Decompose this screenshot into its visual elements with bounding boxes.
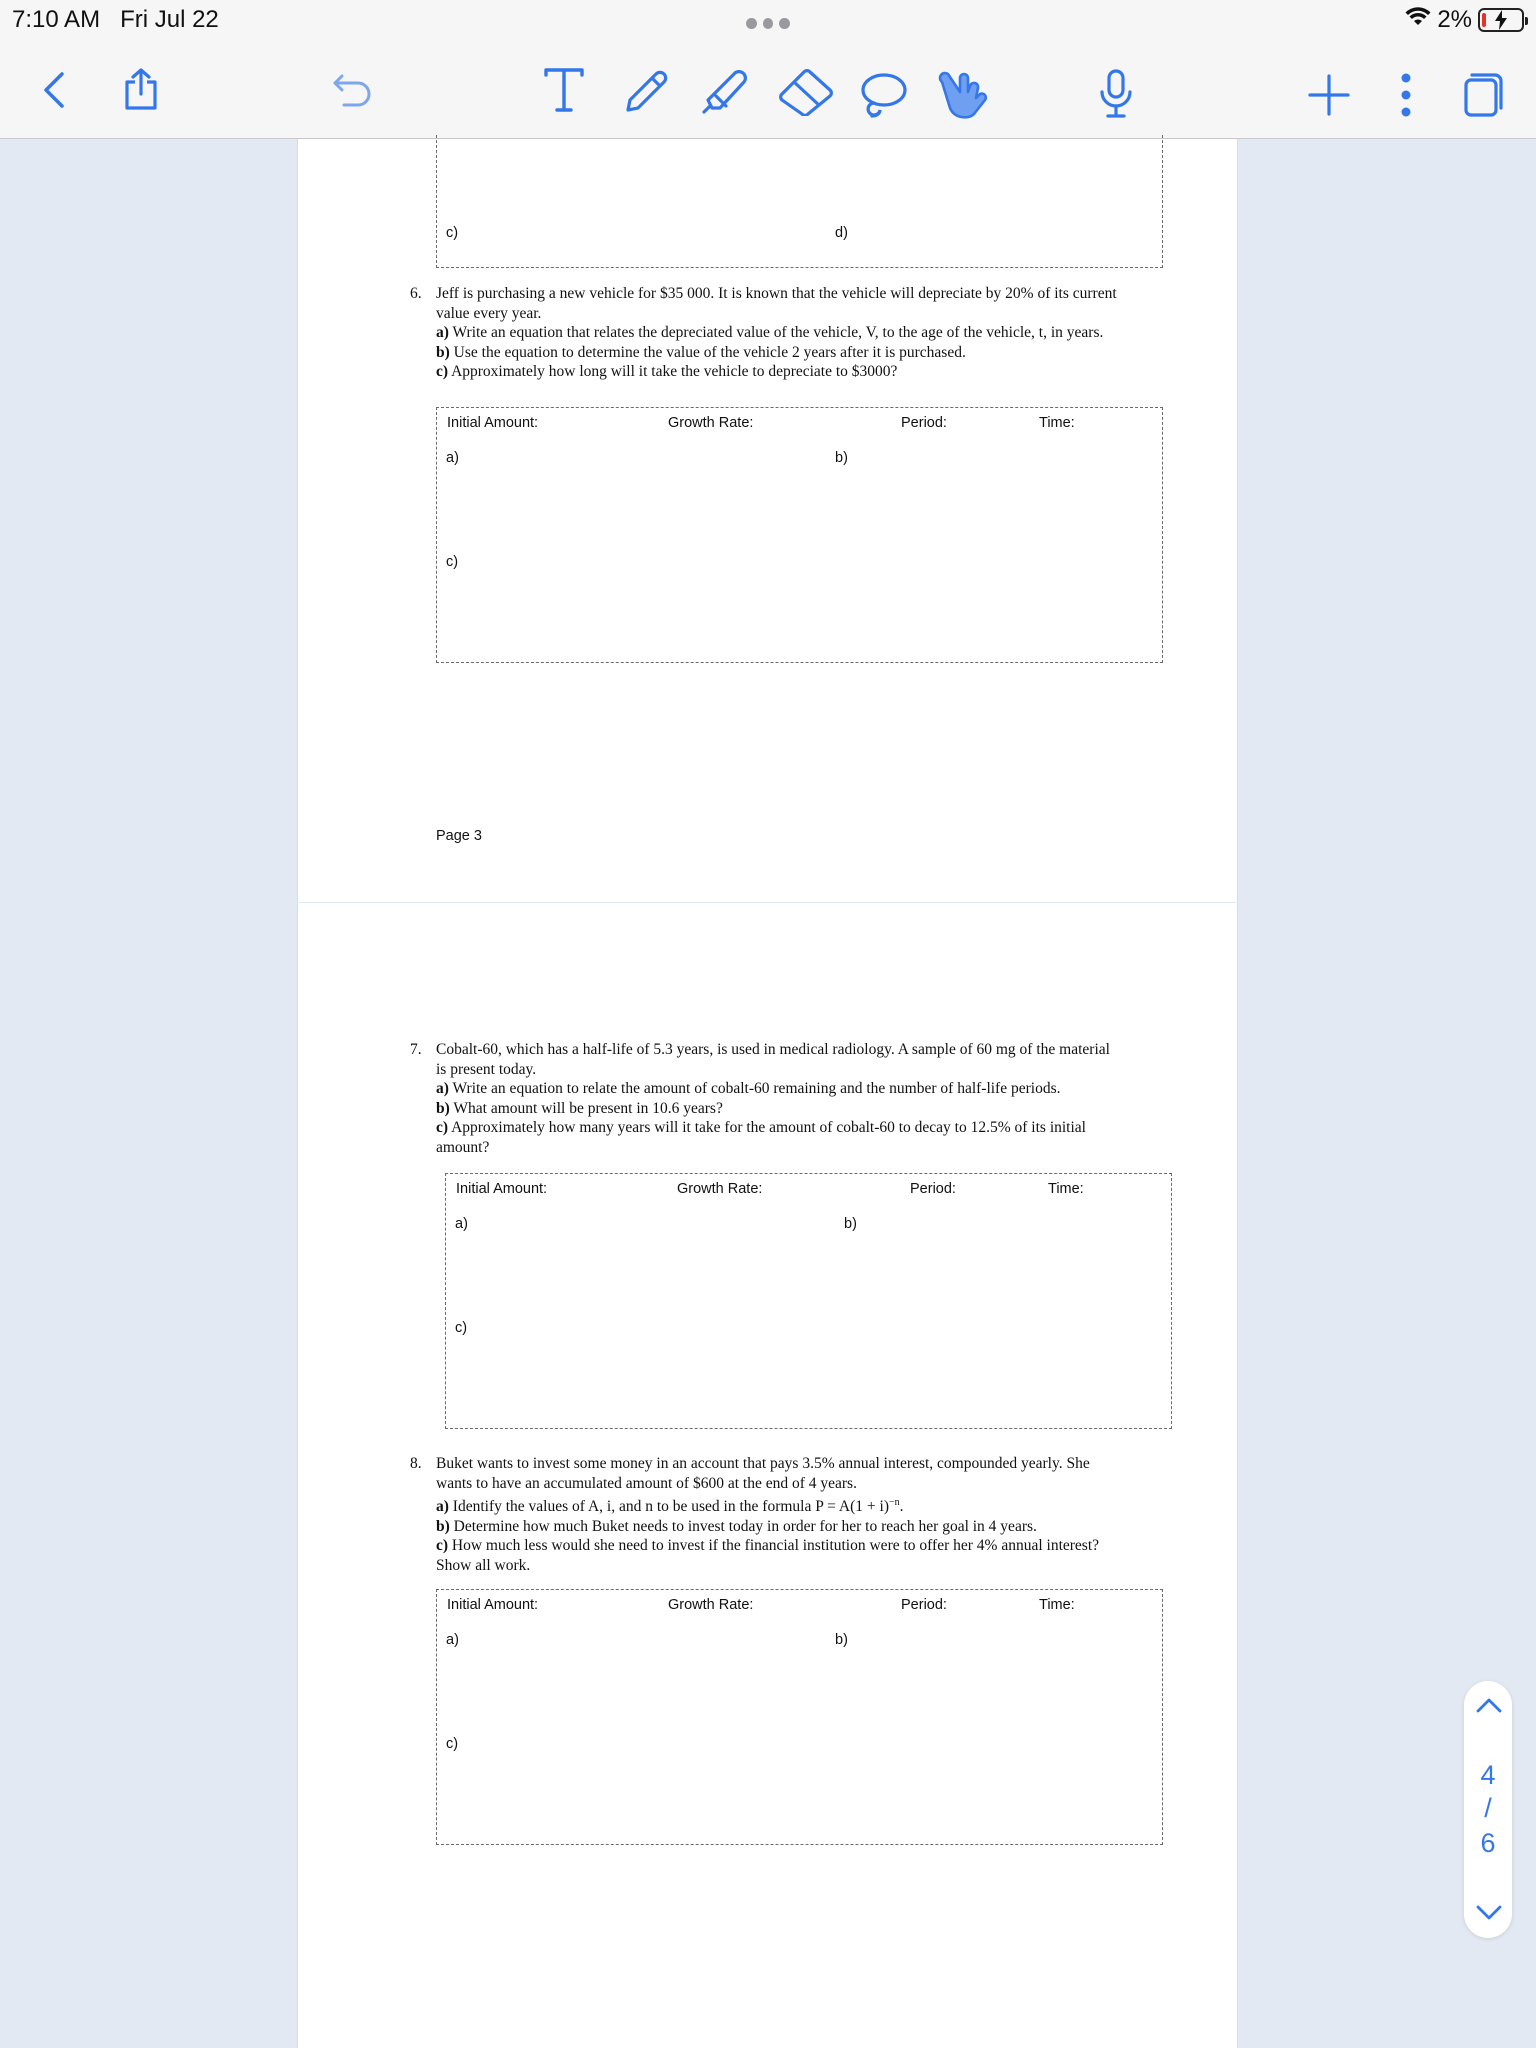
multitasking-dots-icon[interactable] xyxy=(746,18,790,30)
q8-number: 8. xyxy=(410,1455,422,1472)
answer-box-8[interactable] xyxy=(436,1589,1163,1845)
q8-line1: Buket wants to invest some money in an account that pays 3.5% annual interest, compounded yearly. She xyxy=(436,1455,1090,1472)
box7-initial-amount: Initial Amount: xyxy=(456,1181,548,1197)
q7-line1: Cobalt-60, which has a half-life of 5.3 years, is used in medical radiology. A sample of 60 mg of the material xyxy=(436,1041,1110,1058)
q7-text xyxy=(436,1040,1196,1157)
box5-label-d: d) xyxy=(835,225,848,241)
q8-part-c: c) How much less would she need to invest if the financial institution were to offer her 4% annual interest? xyxy=(436,1537,1100,1555)
document-page-3[interactable] xyxy=(297,139,1238,902)
microphone-icon[interactable] xyxy=(1098,68,1134,120)
box7-label-b: b) xyxy=(844,1216,857,1232)
battery-charging-icon xyxy=(1478,8,1524,32)
status-right xyxy=(1405,6,1524,34)
q6-part-b: b) Use the equation to determine the value of the vehicle 2 years after it is purchased. xyxy=(436,343,966,361)
more-icon[interactable] xyxy=(1396,72,1416,118)
q7-line2: is present today. xyxy=(436,1060,537,1078)
box6-label-c: c) xyxy=(446,554,459,570)
back-icon[interactable] xyxy=(34,72,74,108)
box8-label-c: c) xyxy=(446,1736,459,1752)
pen-icon[interactable] xyxy=(622,68,674,116)
lasso-icon[interactable] xyxy=(858,70,908,118)
box8-label-a: a) xyxy=(446,1632,459,1648)
box8-initial-amount: Initial Amount: xyxy=(447,1597,539,1613)
status-time: 7:10 AM xyxy=(12,6,101,33)
q8-part-c-cont: Show all work. xyxy=(436,1556,531,1574)
q6-line1: Jeff is purchasing a new vehicle for $35 000. It is known that the vehicle will depreciate by 20% of its current xyxy=(436,285,1117,302)
text-tool-icon[interactable] xyxy=(540,66,588,114)
undo-icon[interactable] xyxy=(332,74,374,108)
box7-label-a: a) xyxy=(455,1216,468,1232)
box7-growth-rate: Growth Rate: xyxy=(677,1181,763,1197)
box6-time: Time: xyxy=(1039,415,1075,431)
battery-percent: 2% xyxy=(1437,6,1472,33)
page-navigator[interactable] xyxy=(1464,1681,1512,1938)
status-date: Fri Jul 22 xyxy=(120,6,219,33)
box5-label-c: c) xyxy=(446,225,459,241)
pages-icon[interactable] xyxy=(1462,72,1504,118)
q6-number: 6. xyxy=(410,285,422,302)
q8-part-a: a) Identify the values of A, i, and n to be used in the formula $P = A(1 + i)^{-n}$. xyxy=(436,1497,904,1516)
q8-text xyxy=(436,1454,1196,1575)
box8-growth-rate: Growth Rate: xyxy=(668,1597,754,1613)
share-icon[interactable] xyxy=(120,68,162,112)
hand-pointer-icon[interactable] xyxy=(938,68,988,120)
q7-part-c-cont: amount? xyxy=(436,1138,490,1156)
q8-part-b: b) Determine how much Buket needs to invest today in order for her to reach her goal in 4 years. xyxy=(436,1517,1037,1535)
q6-part-c: c) Approximately how long will it take the vehicle to depreciate to $3000? xyxy=(436,363,898,380)
add-icon[interactable] xyxy=(1308,74,1350,116)
status-bar xyxy=(0,0,1536,40)
q6-text xyxy=(436,284,1196,382)
box7-time: Time: xyxy=(1048,1181,1084,1197)
page-footer: Page 3 xyxy=(436,828,482,844)
answer-box-5[interactable] xyxy=(436,135,1163,268)
previous-page-icon[interactable] xyxy=(1476,1697,1502,1718)
toolbar xyxy=(0,40,1536,139)
highlighter-icon[interactable] xyxy=(700,68,756,116)
box6-label-a: a) xyxy=(446,450,459,466)
page-separator: / xyxy=(1484,1793,1492,1823)
document-page-4[interactable] xyxy=(297,903,1238,2048)
q7-part-a: a) Write an equation to relate the amount of cobalt-60 remaining and the number of half-life periods. xyxy=(436,1080,1061,1097)
answer-box-6[interactable] xyxy=(436,407,1163,663)
box6-growth-rate: Growth Rate: xyxy=(668,415,754,431)
box8-period: Period: xyxy=(901,1597,947,1613)
answer-box-7[interactable] xyxy=(445,1173,1172,1429)
box6-label-b: b) xyxy=(835,450,848,466)
box8-label-b: b) xyxy=(835,1632,848,1648)
status-time-date xyxy=(12,6,219,34)
q7-number: 7. xyxy=(410,1041,422,1058)
q8-line2: wants to have an accumulated amount of $600 at the end of 4 years. xyxy=(436,1474,857,1492)
box7-label-c: c) xyxy=(455,1320,468,1336)
box8-time: Time: xyxy=(1039,1597,1075,1613)
total-page-number: 6 xyxy=(1480,1828,1496,1858)
q7-part-b: b) What amount will be present in 10.6 years? xyxy=(436,1099,723,1117)
wifi-icon xyxy=(1405,6,1431,34)
eraser-icon[interactable] xyxy=(778,68,836,116)
box6-period: Period: xyxy=(901,415,947,431)
q6-part-a: a) Write an equation that relates the depreciated value of the vehicle, V, to the age of the vehicle, t, in years. xyxy=(436,324,1104,341)
q6-line2: value every year. xyxy=(436,304,542,322)
box6-initial-amount: Initial Amount: xyxy=(447,415,539,431)
q7-part-c: c) Approximately how many years will it take for the amount of cobalt-60 to decay to 12.5% of its initial xyxy=(436,1119,1086,1136)
box7-period: Period: xyxy=(910,1181,956,1197)
current-page-number: 4 xyxy=(1480,1760,1496,1790)
next-page-icon[interactable] xyxy=(1476,1905,1502,1926)
